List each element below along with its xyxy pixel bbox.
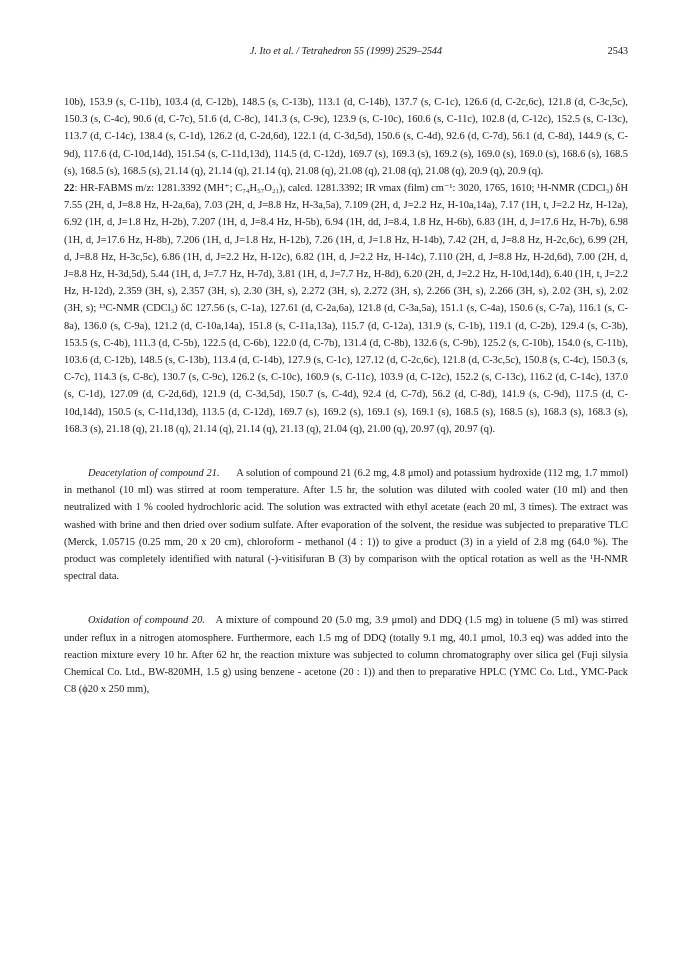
oxidation-paragraph bbox=[64, 612, 628, 698]
paragraph-gap bbox=[64, 438, 628, 465]
body-text bbox=[64, 94, 628, 699]
running-head: J. Ito et al. / Tetrahedron 55 (1999) 2529–2544 bbox=[249, 46, 443, 57]
deacetylation-paragraph bbox=[64, 465, 628, 585]
page-number: 2543 bbox=[607, 46, 628, 57]
page-header bbox=[64, 46, 628, 62]
oxidation-text: A mixture of compound 20 (5.0 mg, 3.9 μmol) and DDQ (1.5 mg) in toluene (5 ml) was stirred under reflux in a nitrogen atomosphere. Furthermore, each 1.5 mg of DDQ (totally 9.1 mg, 40.1 μmol, 10.3 eq) was added into the reaction mixture every 10 hr. After 62 hr, the reaction mixture was subjected to column chromatography over silica gel (Fuji silysia Chemical Co. Ltd., BW-820MH, 1.5 g) using benzene - acetone (20 : 1)) and then to preparative HPLC (YMC Co. Ltd., YMC-Pack C8 (ϕ20 x 250 mm), bbox=[64, 615, 628, 696]
oxidation-heading: Oxidation of compound 20. bbox=[88, 615, 205, 627]
deacetylation-heading: Deacetylation of compound 21. bbox=[88, 468, 220, 480]
compound-22-data-text: : HR-FABMS m/z: 1281.3392 (MH⁺; C₇₄H₅₇O₂₁), calcd. 1281.3392; IR νmax (film) cm⁻¹: 3020, 1765, 1610; ¹H-NMR (CDCl₃) δH 7.55 (2H, d, J=8.8 Hz, H-2a,6a), 7.03 (2H, d, J=8.8 Hz, H-3a,5a), 7.109 (2H, d, J=2.2 Hz, H-10a,14a), 7.17 (1H, t, J=2.2 Hz, H-12a), 6.92 (1H, d, J=1.8 Hz, H-2b), 7.207 (1H, d, J=8.4 Hz, H-5b), 6.94 (1H, dd, J=8.4, 1.8 Hz, H-6b), 6.83 (1H, d, J=17.6 Hz, H-7b), 6.98 (1H, d, J=17.6 Hz, H-8b), 7.206 (1H, d, J=1.8 Hz, H-12b), 7.26 (1H, d, J=1.8 Hz, H-14b), 7.42 (2H, d, J=8.8 Hz, H-2c,6c), 6.99 (2H, d, J=8.8 Hz, H-3c,5c), 6.86 (1H, d, J=2.2 Hz, H-12c), 6.82 (1H, d, J=2.2 Hz, H-14c), 7.110 (2H, d, J=8.8 Hz, H-2d,6d), 7.00 (2H, d, J=8.8 Hz, H-3d,5d), 5.44 (1H, d, J=7.7 Hz, H-7d), 3.81 (1H, d, J=7.7 Hz, H-8d), 6.20 (2H, d, J=2.2 Hz, H-10d,14d), 6.40 (1H, t, J=2.2 Hz, H-12d), 2.359 (3H, s), 2.357 (3H, s), 2.30 (3H, s), 2.272 (3H, s), 2.272 (3H, s), 2.266 (3H, s), 2.266 (3H, s), 2.02 (3H, s), 2.02 (3H, s); ¹³C-NMR (CDCl₃) δC 127.56 (s, C-1a), 127.61 (d, C-2a,6a), 121.8 (d, C-3a,5a), 151.1 (s, C-4a), 150.6 (s, C-7a), 116.1 (s, C-8a), 136.0 (s, C-9a), 121.2 (d, C-10a,14a), 151.8 (s, C-11a,13a), 115.7 (d, C-12a), 131.9 (s, C-1b), 119.1 (d, C-2b), 129.4 (s, C-3b), 153.5 (s, C-4b), 111.3 (d, C-5b), 122.5 (d, C-6b), 122.0 (d, C-7b), 131.4 (d, C-8b), 132.6 (s, C-9b), 125.2 (s, C-10b), 154.0 (s, C-11b), 103.6 (d, C-12b), 148.5 (s, C-13b), 113.4 (d, C-14b), 127.9 (s, C-1c), 127.12 (d, C-2c,6c), 121.8 (d, C-3c,5c), 150.8 (s, C-4c), 150.3 (s, C-7c), 114.3 (s, C-8c), 130.7 (s, C-9c), 126.2 (s, C-10c), 160.9 (s, C-11c), 103.9 (d, C-12c), 152.2 (s, C-13c), 116.2 (d, C-14c), 137.0 (s, C-1d), 127.09 (d, C-2d,6d), 121.9 (d, C-3d,5d), 150.7 (s, C-4d), 92.4 (d, C-7d), 56.2 (d, C-8d), 141.9 (s, C-9d), 117.5 (d, C-10d,14d), 150.5 (s, C-11d,13d), 113.5 (d, C-12d), 169.7 (s), 169.2 (s), 169.1 (s), 169.1 (s), 168.5 (s), 168.5 (s), 168.3 (s), 168.3 (s), 168.3 (s), 21.18 (q), 21.18 (q), 21.14 (q), 21.14 (q), 21.13 (q), 21.04 (q), 21.00 (q), 20.97 (q), 20.97 (q). bbox=[64, 183, 628, 435]
compound-22-label: 22 bbox=[64, 183, 75, 195]
compound-22-data-paragraph bbox=[64, 180, 628, 438]
deacetylation-text: A solution of compound 21 (6.2 mg, 4.8 μmol) and potassium hydroxide (112 mg, 1.7 mmol) in methanol (10 ml) was stirred at room temperature. After 1.5 hr, the solution was diluted with cooled water (10 ml) and then neutralized with 1 % cooled hydrochloric acid. The solution was extracted with ethyl acetate (each 20 ml, 3 times). The extract was washed with brine and then dried over sodium sulfate. After evaporation of the solvent, the residue was subjected to preparative TLC (Merck, 1.05715 (0.25 mm, 20 x 20 cm), chloroform - methanol (4 : 1)) to give a product (3) in a yield of 2.8 mg (64.0 %). The product was completely identified with natural (-)-vitisifuran B (3) by comparison with the optical rotation as well as the ¹H-NMR spectral data. bbox=[64, 468, 628, 583]
paragraph-gap bbox=[64, 585, 628, 612]
nmr-data-continued-paragraph: 10b), 153.9 (s, C-11b), 103.4 (d, C-12b), 148.5 (s, C-13b), 113.1 (d, C-14b), 137.7 (s, C-1c), 126.6 (d, C-2c,6c), 121.8 (d, C-3c,5c), 150.3 (s, C-4c), 90.6 (d, C-7c), 51.6 (d, C-8c), 141.3 (s, C-9c), 123.9 (s, C-10c), 160.6 (s, C-11c), 102.8 (d, C-12c), 152.5 (s, C-13c), 113.7 (d, C-14c), 138.4 (s, C-1d), 126.2 (d, C-2d,6d), 122.1 (d, C-3d,5d), 150.6 (s, C-4d), 92.6 (d, C-7d), 56.1 (d, C-8d), 144.9 (s, C-9d), 117.6 (d, C-10d,14d), 151.54 (s, C-11d,13d), 114.5 (d, C-12d), 169.7 (s), 169.3 (s), 169.2 (s), 169.0 (s), 169.0 (s), 168.6 (s), 168.5 (s), 168.5 (s), 168.5 (s), 21.14 (q), 21.14 (q), 21.14 (q), 21.08 (q), 21.08 (q), 21.08 (q), 21.08 (q), 20.9 (q), 20.9 (q). bbox=[64, 97, 628, 177]
